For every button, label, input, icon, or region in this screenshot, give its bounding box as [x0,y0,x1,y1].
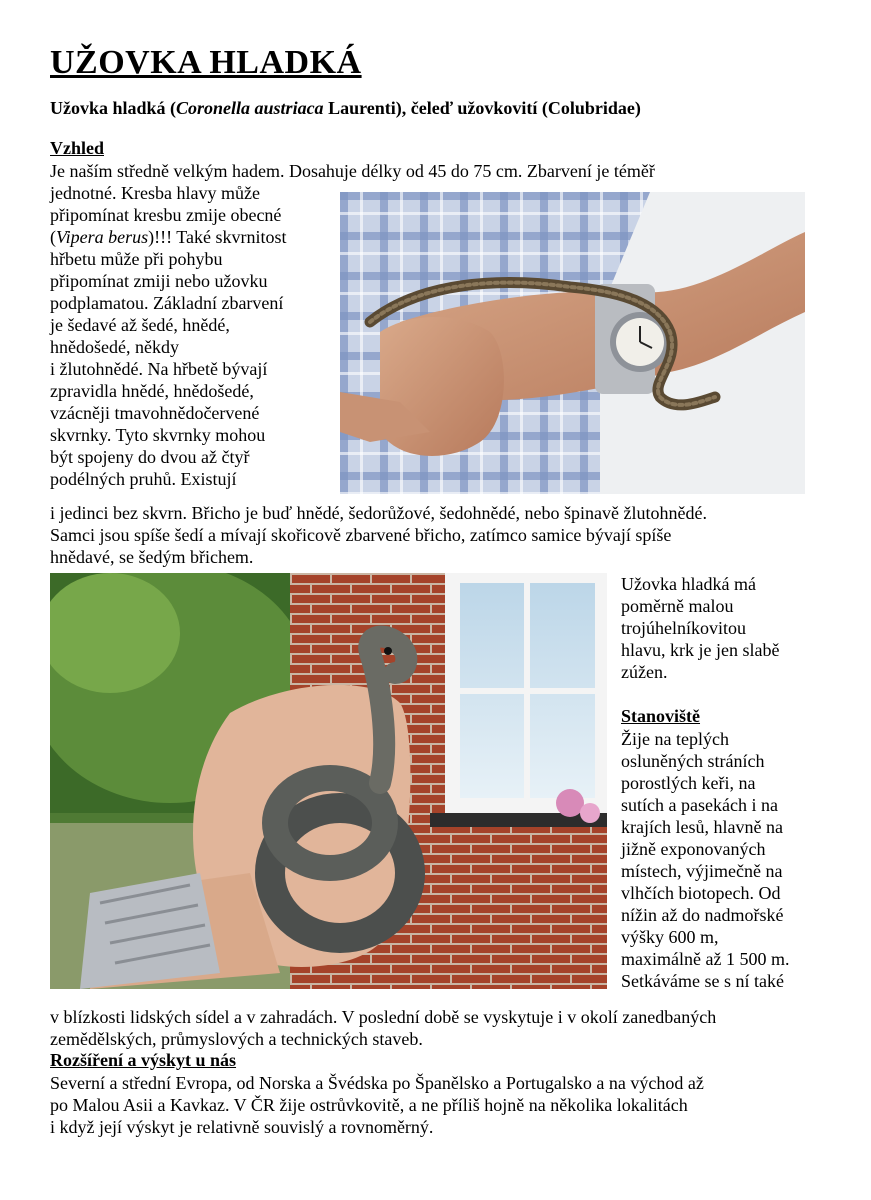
text-line: výšky 600 m, [621,927,719,947]
text-line: hlavu, krk je jen slabě [621,640,780,660]
vzhled-line-1: Je naším středně velkým hadem. Dosahuje délky od 45 do 75 cm. Zbarvení je téměř [50,161,655,181]
text-line: hřbetu může při pohybu [50,249,223,269]
heading-stanoviste: Stanoviště [621,706,701,726]
text-line: vlhčích biotopech. Od [621,883,781,903]
stanoviste-column [621,728,789,992]
heading-rozsireni: Rozšíření a výskyt u nás [50,1050,237,1070]
text-line: Samci jsou spíše šedí a mívají skořicově zbarvené břicho, zatímco samice bývají spíše [50,525,672,545]
text-line: podplamatou. Základní zbarvení [50,293,284,313]
rozsireni-lines [50,1072,704,1138]
vzhled-full-lines [50,502,707,568]
subtitle-latin: Coronella austriaca [176,98,324,118]
text-line: poměrně malou [621,596,734,616]
text-line: krajích lesů, hlavně na [621,817,783,837]
subtitle-post: Laurenti), čeleď užovkovití (Colubridae) [323,98,641,118]
text-line: hnědavé, se šedým břichem. [50,547,254,567]
text-line: Setkáváme se s ní také [621,971,784,991]
text-line: Užovka hladká má [621,574,756,594]
text-line: být spojeny do dvou až čtyř [50,447,250,467]
text-line: trojúhelníkovitou [621,618,746,638]
text-line: porostlých keři, na [621,773,756,793]
text-line: je šedavé až šedé, hnědé, [50,315,230,335]
text-line: zemědělských, průmyslových a technických staveb. [50,1029,423,1049]
text-line: zpravidla hnědé, hnědošedé, [50,381,254,401]
text-line: místech, výjimečně na [621,861,783,881]
text-line: jednotné. Kresba hlavy může [50,183,260,203]
heading-vzhled: Vzhled [50,138,104,158]
page-title: UŽOVKA HLADKÁ [50,44,362,81]
text-line: zúžen. [621,662,668,682]
text-line: maximálně až 1 500 m. [621,949,790,969]
text-line: v blízkosti lidských sídel a v zahradách. V poslední době se vyskytuje i v okolí zanedbaných [50,1007,717,1027]
text-line: Severní a střední Evropa, od Norska a Švédska po Španělsko a Portugalsko a na východ až [50,1073,704,1093]
text-line: sutích a pasekách i na [621,795,778,815]
text-line: i jedinci bez skvrn. Břicho je buď hnědé, šedorůžové, šedohnědé, nebo špinavě žlutohnědé. [50,503,707,523]
text-line: hnědošedé, někdy [50,337,179,357]
text-line: připomínat zmiji nebo užovku [50,271,268,291]
text-line: po Malou Asii a Kavkaz. V ČR žije ostrůvkovitě, a ne příliš hojně na několika lokalitách [50,1095,688,1115]
text-line: i žlutohnědé. Na hřbetě bývají [50,359,268,379]
text-line: (Vipera berus)!!! Také skvrnitost [50,227,287,247]
text-line: nížin až do nadmořské [621,905,784,925]
head-note [621,573,779,683]
text-line: i když její výskyt je relativně souvislý a rovnoměrný. [50,1117,434,1137]
photo-snake-in-hand [50,573,607,989]
text-line: Žije na teplých [621,729,729,749]
text-line: vzácněji tmavohnědočervené [50,403,260,423]
stanoviste-full-lines [50,1006,716,1050]
text-line: podélných pruhů. Existují [50,469,237,489]
text-line: jižně exponovaných [621,839,766,859]
text-line: skvrnky. Tyto skvrnky mohou [50,425,266,445]
text-line: osluněných stráních [621,751,765,771]
text-line: připomínat kresbu zmije obecné [50,205,282,225]
subtitle-pre: Užovka hladká ( [50,98,177,118]
vzhled-column [50,182,287,490]
photo-snake-on-arm [340,192,805,494]
subtitle [50,98,641,119]
